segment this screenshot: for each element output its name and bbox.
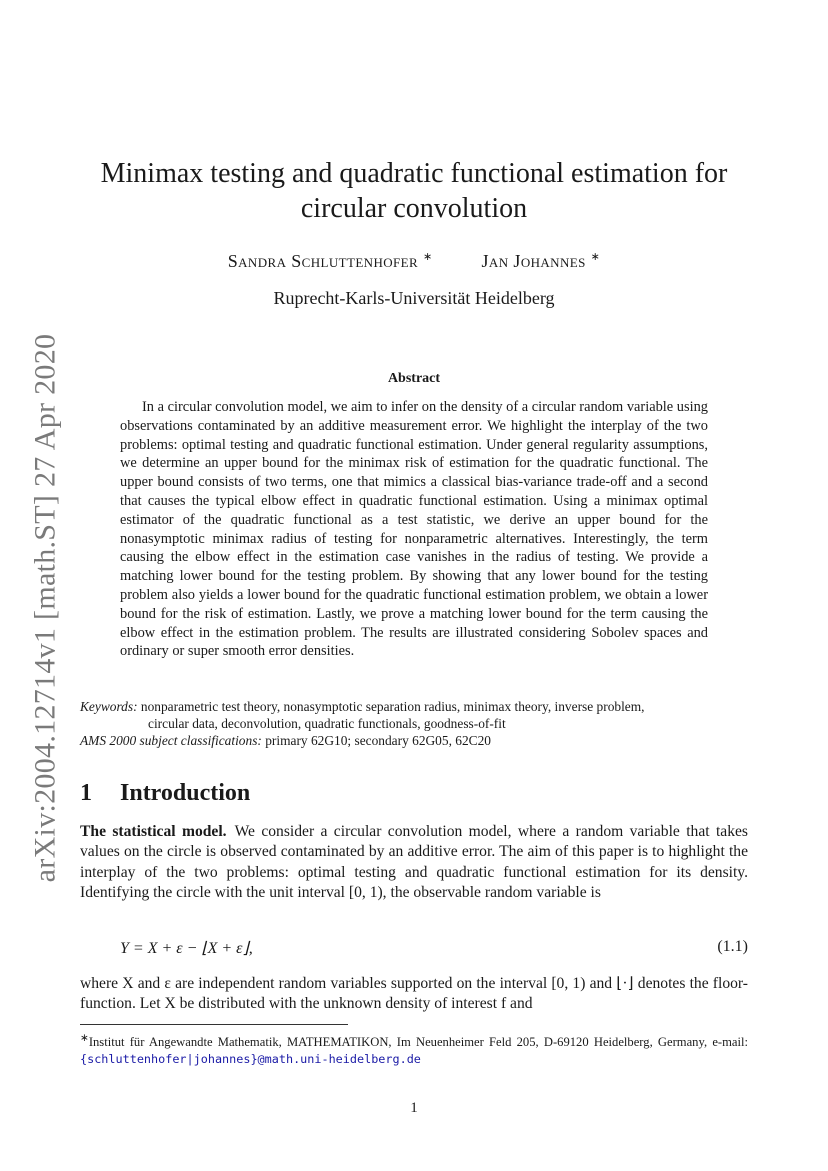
equation-number: (1.1) [717,938,748,955]
intro-text: We consider a circular convolution model, where a random variable that takes values on the circle is observed contaminated by an additive error. The aim of this paper is to highlight the interplay of the two problems: optimal testing and quadratic functional estimation for its density. Identifying the circle with the unit interval [0, 1), the observable random variable is [80,823,748,901]
footnote-email-link[interactable]: {schluttenhofer|johannes}@math.uni-heidelberg.de [80,1052,421,1067]
ams-classification [80,732,748,749]
ams-text: primary 62G10; secondary 62G05, 62C20 [265,733,491,748]
intro-runin-heading: The statistical model. [80,823,227,840]
keywords-block [80,698,748,749]
abstract-text: In a circular convolution model, we aim to infer on the density of a circular random variable using observations contaminated by an additive measurement error. We highlight the interplay of the two problems: optimal testing and quadratic functional estimation. Under general regularity assumptions, we determine an upper bound for the minimax risk of estimation for the quadratic functional. The upper bound consists of two terms, one that mimics a classical bias-variance trade-off and a second that causes the typical elbow effect in quadratic functional estimation. Using a minimax optimal estimator of the quadratic functional as a test statistic, we derive an upper bound for the nonasymptotic minimax radius of testing for nonparametric alternatives. Interestingly, the term causing the elbow effect in the estimation case vanishes in the radius of testing. We provide a matching lower bound for the testing problem. By showing that any lower bound for the testing problem also yields a lower bound for the quadratic functional estimation problem, we obtain a lower bound for the risk of estimation. Lastly, we prove a matching lower bound for the term causing the elbow effect in the estimation problem. The results are illustrated considering Sobolev spaces and ordinary or super smooth error densities. [120,399,708,660]
section-title: Introduction [120,780,251,806]
intro-paragraph [80,822,748,903]
keywords-line-1 [80,698,748,715]
footnote-divider [80,1024,348,1025]
section-number: 1 [80,780,92,806]
author-1-mark: ∗ [423,251,433,263]
keywords-text-1: nonparametric test theory, nonasymptotic separation radius, minimax theory, inverse problem, [140,699,645,714]
author-list [80,250,748,272]
equation-1-1 [120,938,748,958]
paper-title [80,156,748,226]
title-line-2: circular convolution [300,193,528,224]
after-equation-paragraph: where X and ε are independent random variables supported on the interval [0, 1) and ⌊·⌋ denotes the floor-function. Let X be distributed with the unknown density of interest f and [80,975,748,1013]
page-number: 1 [410,1100,418,1116]
affiliation: Ruprecht-Karls-Universität Heidelberg [273,288,555,308]
arxiv-identifier-text: arXiv:2004.12714v1 [math.ST] 27 Apr 2020 [28,333,61,883]
author-1-name: Sandra Schluttenhofer [227,251,419,271]
author-1 [228,251,433,271]
abstract-heading: Abstract [387,371,441,386]
keywords-label: Keywords: [80,699,138,714]
equation-body: Y = X + ε − ⌊X + ε⌋, [120,940,253,957]
footnote [80,1030,748,1068]
keywords-text-2: circular data, deconvolution, quadratic functionals, goodness-of-fit [148,716,506,731]
author-2-name: Jan Johannes [481,251,586,271]
footnote-text: Institut für Angewandte Mathematik, MATHEMATIKON, Im Neuenheimer Feld 205, D-69120 Heidelberg, Germany, e-mail: [88,1035,748,1050]
section-heading-introduction [80,780,250,807]
ams-label: AMS 2000 subject classifications: [80,733,262,748]
author-2-mark: ∗ [590,251,601,263]
footnote-mark: ∗ [80,1033,89,1044]
title-line-1: Minimax testing and quadratic functional estimation for [100,158,728,189]
author-2 [482,251,601,271]
arxiv-identifier-stamp [20,333,70,883]
